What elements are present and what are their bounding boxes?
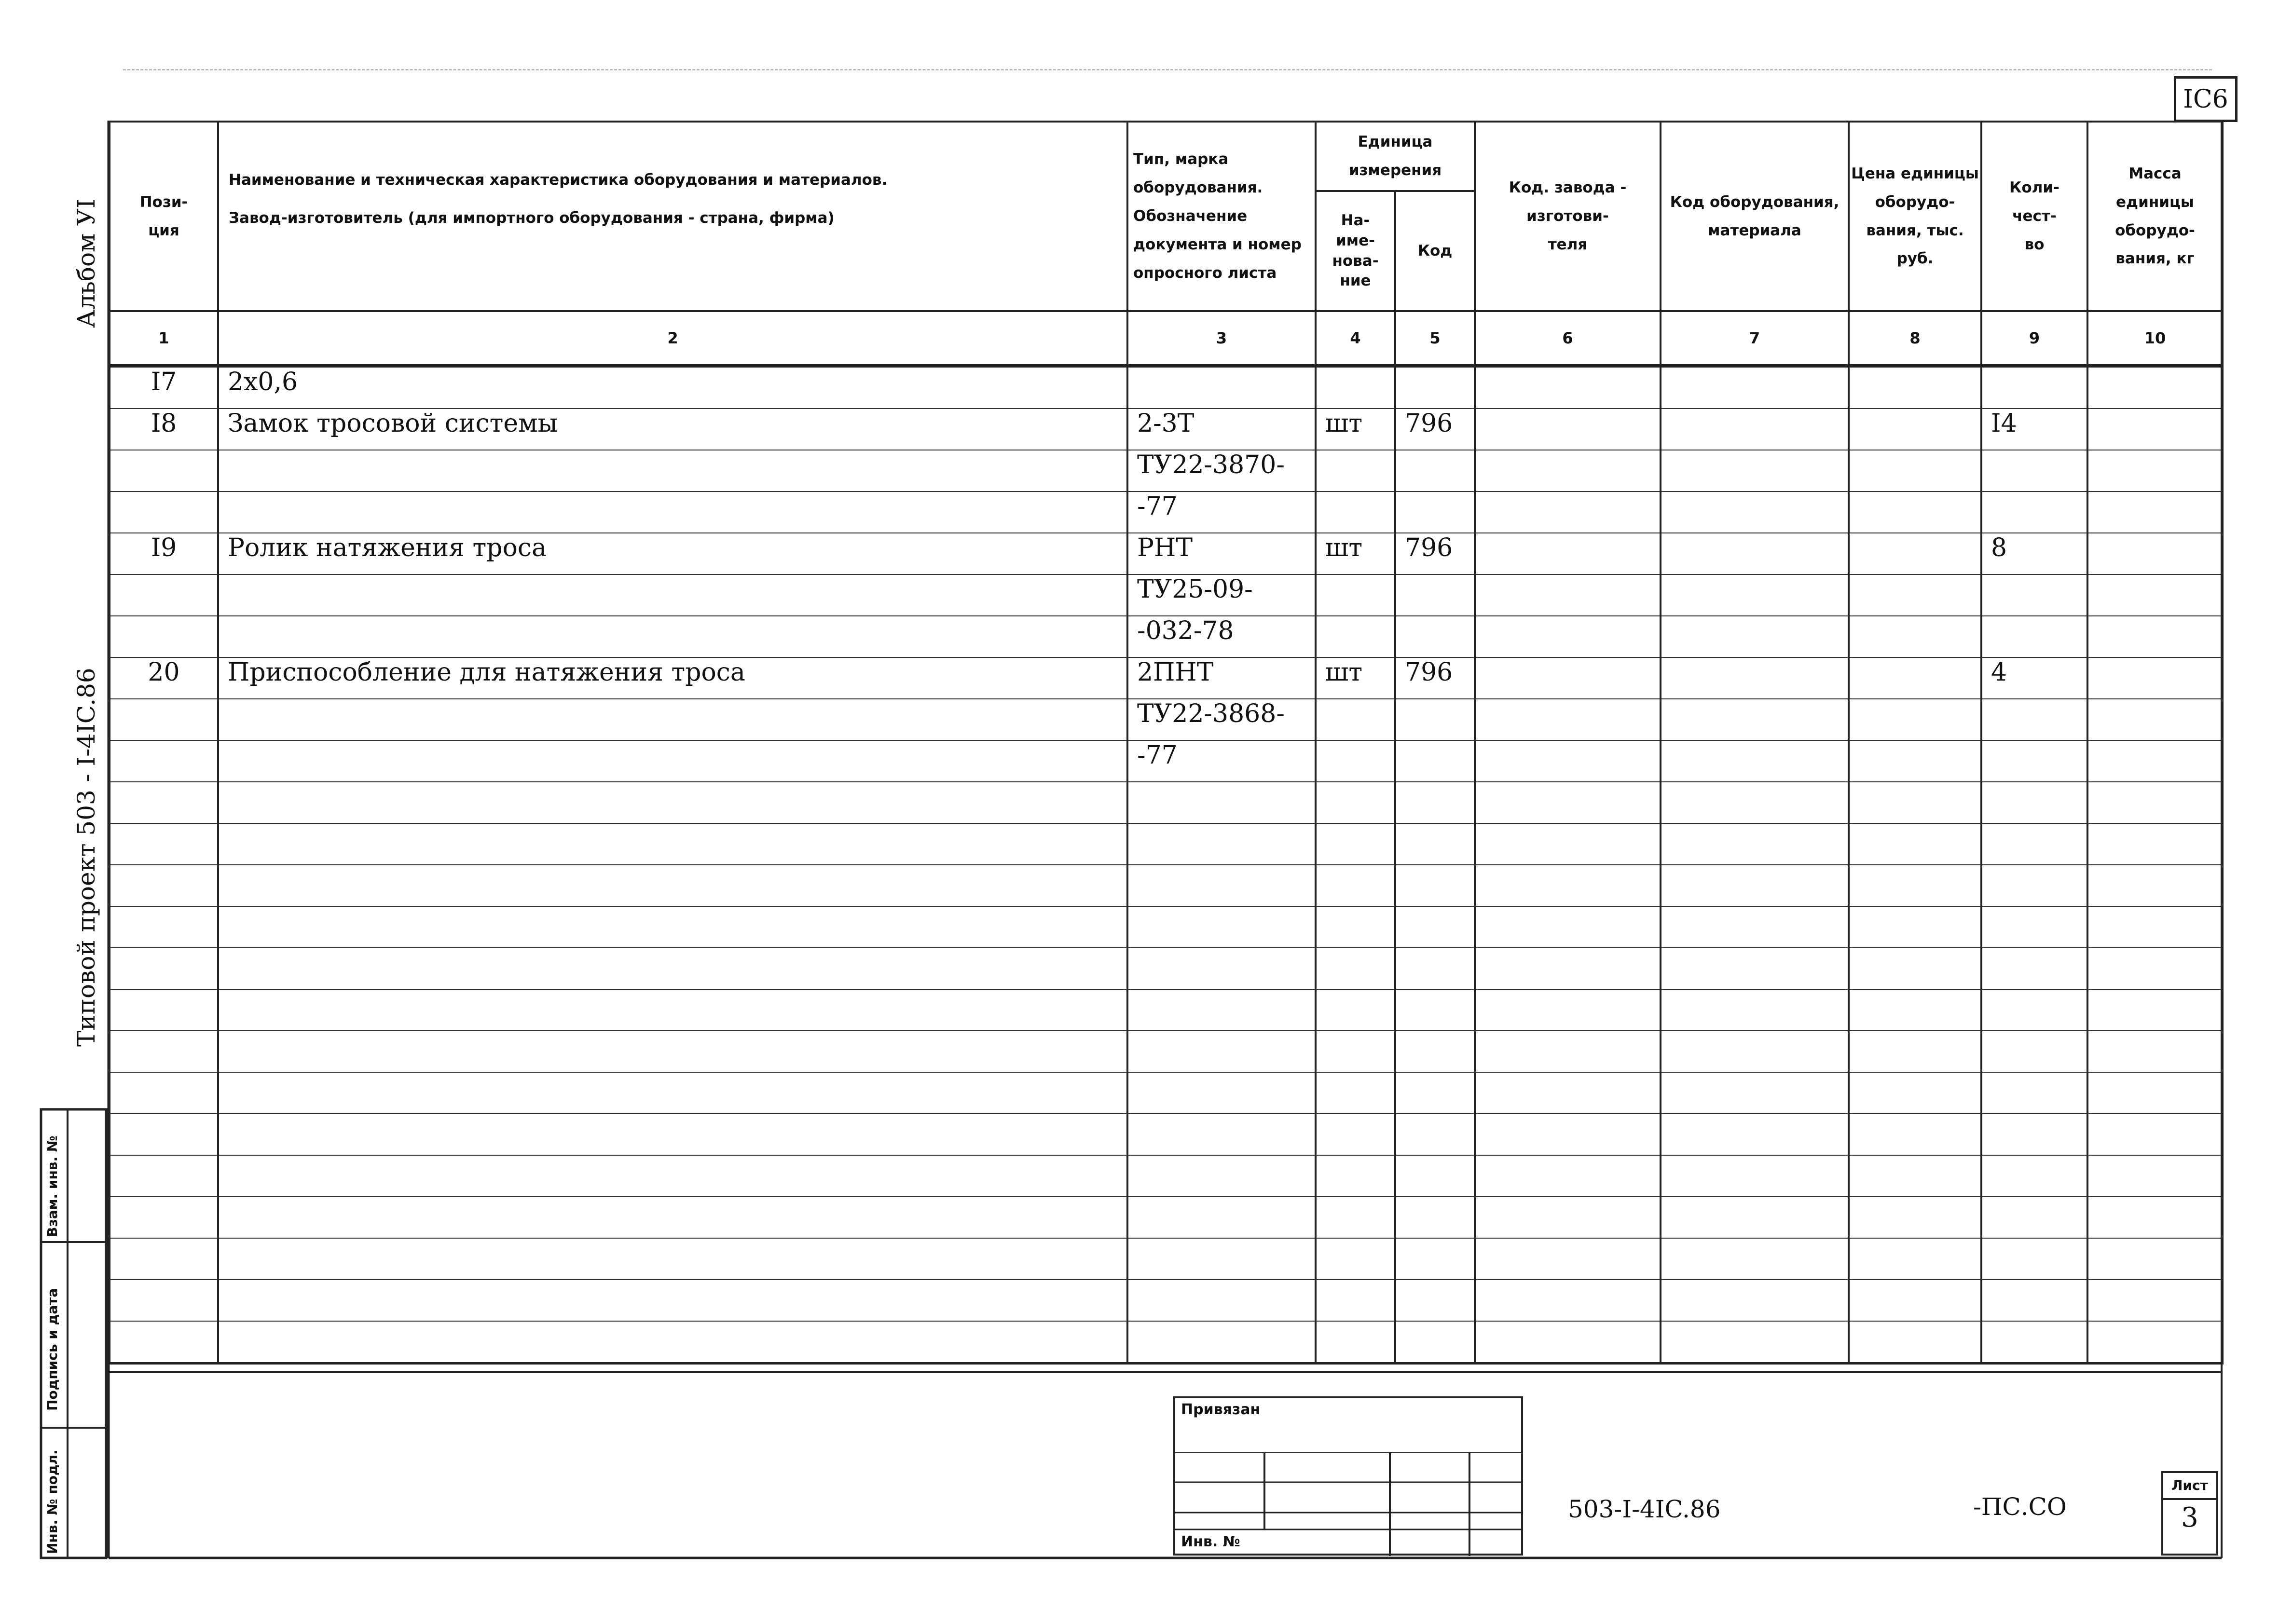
table-cell-col-2: Ролик натяжения троса	[218, 533, 1127, 574]
column-number-9: 9	[1981, 311, 2087, 366]
header-pos: Пози- ция	[110, 122, 218, 311]
column-number-2: 2	[218, 311, 1127, 366]
header-unit-code: Код	[1395, 191, 1475, 311]
column-number-5: 5	[1395, 311, 1475, 366]
album-label: Альбом УI	[72, 199, 100, 328]
table-cell-col-1: I8	[110, 409, 218, 450]
header-unit-name: На- име- нова- ние	[1316, 191, 1395, 311]
header-type: Тип, марка оборудования. Обозначение документа и номер опросного листа	[1127, 122, 1316, 311]
column-number-10: 10	[2087, 311, 2223, 366]
header-mass: Масса единицы оборудо- вания, кг	[2087, 122, 2223, 311]
side-box-podpis: Подпись и дата	[44, 1288, 60, 1411]
table-cell-col-2: 2х0,6	[218, 366, 1127, 409]
document-code: 503-I-4IC.86	[1568, 1495, 1721, 1523]
table-cell-col-3: -77	[1127, 491, 1316, 533]
stamp-inv: Инв. №	[1181, 1533, 1240, 1550]
table-cell-col-9: 8	[1981, 533, 2087, 574]
header-qty: Коли- чест- во	[1981, 122, 2087, 311]
side-box-vzam: Взам. инв. №	[44, 1135, 60, 1237]
table-cell-col-5: 796	[1395, 657, 1475, 699]
header-equip-code: Код оборудования, материала	[1661, 122, 1849, 311]
table-cell-col-3: ТУ25-09-	[1127, 574, 1316, 616]
side-box-inv-podl: Инв. № подл.	[44, 1449, 60, 1554]
table-cell-col-9: 4	[1981, 657, 2087, 699]
table-cell-col-3: 2-3Т	[1127, 409, 1316, 450]
table-cell-col-4: шт	[1316, 409, 1395, 450]
column-number-6: 6	[1475, 311, 1661, 366]
sheet-number: 3	[2181, 1502, 2198, 1533]
table-cell-col-3: РНТ	[1127, 533, 1316, 574]
corner-sheet-number: IC6	[2174, 76, 2238, 122]
table-cell-col-1: I9	[110, 533, 218, 574]
table-cell-col-2: Приспособление для натяжения троса	[218, 657, 1127, 699]
stamp-title: Привязан	[1181, 1401, 1261, 1418]
document-suffix: -ПС.СО	[1973, 1493, 2067, 1521]
table-cell-col-3: -77	[1127, 740, 1316, 782]
table-cell-col-2: Замок тросовой системы	[218, 409, 1127, 450]
table-cell-col-9: I4	[1981, 409, 2087, 450]
column-number-4: 4	[1316, 311, 1395, 366]
header-name-line2: Завод-изготовитель (для импортного оборудования - страна, фирма)	[229, 209, 835, 227]
table-cell-col-5: 796	[1395, 409, 1475, 450]
header-plant-code: Код. завода - изготови- теля	[1475, 122, 1661, 311]
header-unit-group: Единица измерения	[1316, 122, 1475, 191]
table-cell-col-3: -032-78	[1127, 616, 1316, 657]
table-cell-col-3: 2ПНТ	[1127, 657, 1316, 699]
table-cell-col-5: 796	[1395, 533, 1475, 574]
table-cell-col-3: ТУ22-3868-	[1127, 699, 1316, 740]
column-number-8: 8	[1849, 311, 1981, 366]
column-number-1: 1	[110, 311, 218, 366]
table-cell-col-4: шт	[1316, 657, 1395, 699]
column-number-7: 7	[1661, 311, 1849, 366]
project-label: Типовой проект 503 - I-4IC.86	[72, 668, 100, 1047]
header-name-line1: Наименование и техническая характеристика оборудования и материалов.	[229, 171, 888, 189]
sheet-box	[2161, 1471, 2218, 1556]
table-cell-col-4: шт	[1316, 533, 1395, 574]
table-cell-col-3: ТУ22-3870-	[1127, 450, 1316, 491]
column-number-3: 3	[1127, 311, 1316, 366]
header-price: Цена единицы оборудо- вания, тыс. руб.	[1849, 122, 1981, 311]
table-cell-col-1: I7	[110, 366, 218, 409]
table-cell-col-1: 20	[110, 657, 218, 699]
sheet-label: Лист	[2163, 1473, 2216, 1500]
